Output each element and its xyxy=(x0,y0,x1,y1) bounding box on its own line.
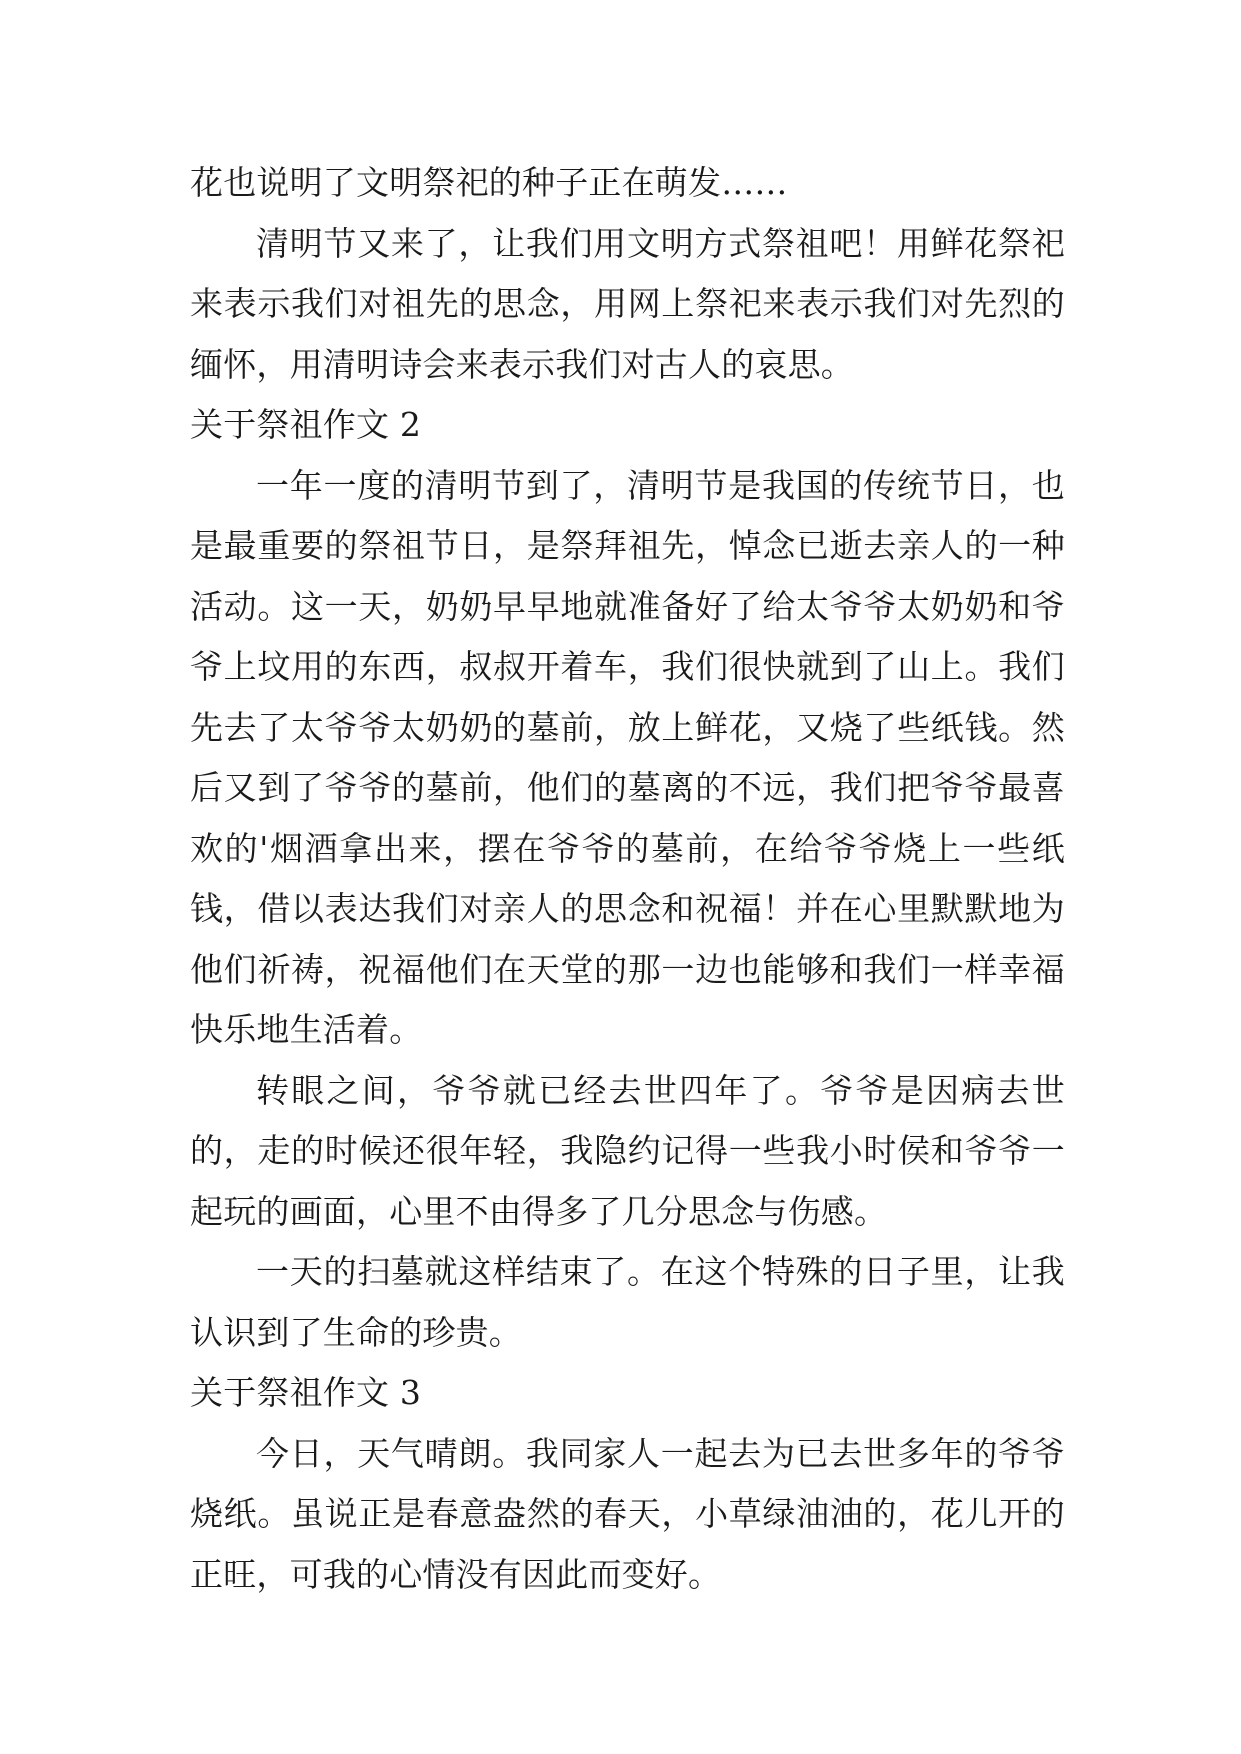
paragraph-essay2-1: 一年一度的清明节到了，清明节是我国的传统节日，也是最重要的祭祖节日，是祭拜祖先，悼念已逝去亲人的一种活动。这一天，奶奶早早地就准备好了给太爷爷太奶奶和爷爷上坟用的东西，叔叔开着车，我们很快就到了山上。我们先去了太爷爷太奶奶的墓前，放上鲜花，又烧了些纸钱。然后又到了爷爷的墓前，他们的墓离的不远，我们把爷爷最喜欢的'烟酒拿出来，摆在爷爷的墓前，在给爷爷烧上一些纸钱，借以表达我们对亲人的思念和祝福！并在心里默默地为他们祈祷，祝福他们在天堂的那一边也能够和我们一样幸福快乐地生活着。 xyxy=(190,465,1065,1049)
document-body xyxy=(190,153,1065,1605)
paragraph-essay2-3: 一天的扫墓就这样结束了。在这个特殊的日子里，让我认识到了生命的珍贵。 xyxy=(190,1252,1065,1352)
essay-heading-3: 关于祭祖作文 3 xyxy=(190,1373,422,1412)
paragraph-closing: 清明节又来了，让我们用文明方式祭祖吧！用鲜花祭祀来表示我们对祖先的思念，用网上祭祀来表示我们对先烈的缅怀，用清明诗会来表示我们对古人的哀思。 xyxy=(190,223,1065,384)
paragraph-essay3-1: 今日，天气晴朗。我同家人一起去为已去世多年的爷爷烧纸。虽说正是春意盎然的春天，小草绿油油的，花儿开的正旺，可我的心情没有因此而变好。 xyxy=(190,1433,1065,1594)
paragraph-essay2-2: 转眼之间，爷爷就已经去世四年了。爷爷是因病去世的，走的时候还很年轻，我隐约记得一些我小时侯和爷爷一起玩的画面，心里不由得多了几分思念与伤感。 xyxy=(190,1070,1065,1231)
essay-heading-2: 关于祭祖作文 2 xyxy=(190,405,422,444)
paragraph-continuation: 花也说明了文明祭祀的种子正在萌发…… xyxy=(190,163,788,202)
